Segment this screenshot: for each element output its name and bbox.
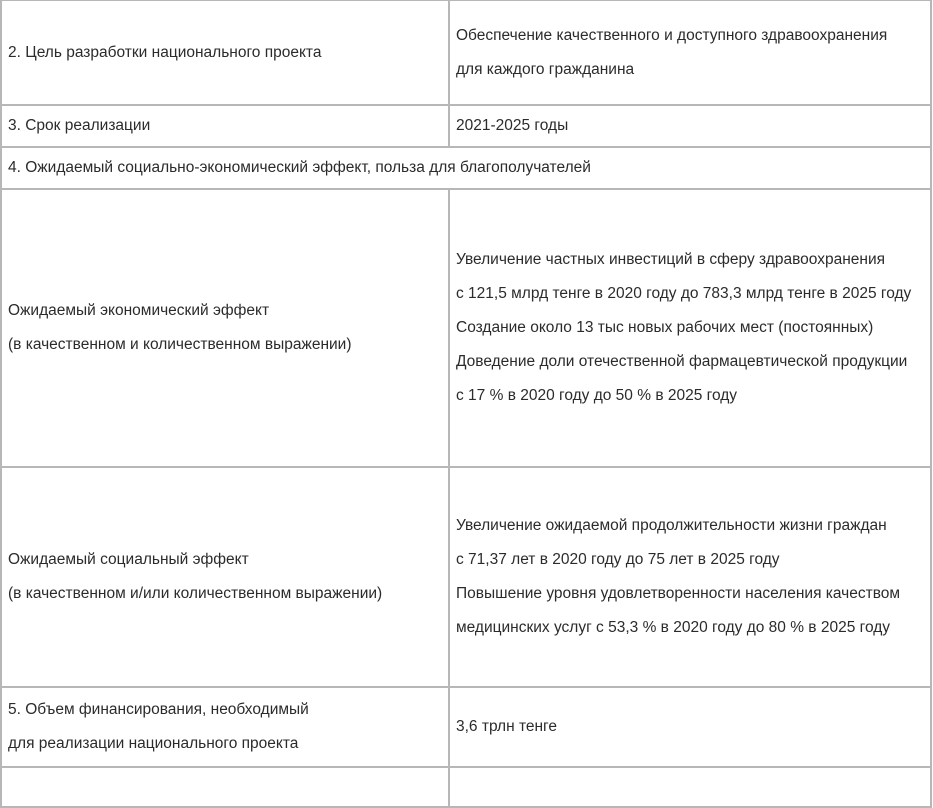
social-label-line: (в качественном и/или количественном выражении) xyxy=(8,585,383,602)
term-value: 2021-2025 годы xyxy=(456,117,569,134)
table-row-next xyxy=(1,767,931,807)
funding-value-cell xyxy=(449,687,931,767)
social-value-line: медицинских услуг с 53,3 % в 2020 году до 80 % в 2025 году xyxy=(456,619,891,636)
goal-value-line: для каждого гражданина xyxy=(456,60,635,78)
funding-label-line: для реализации национального проекта xyxy=(8,735,299,752)
social-value-line: Увеличение ожидаемой продолжительности жизни граждан xyxy=(456,517,887,534)
effect-header-cell xyxy=(1,147,931,189)
next-value-cell xyxy=(449,767,931,807)
table-row-effect-header xyxy=(1,147,931,189)
funding-value: 3,6 трлн тенге xyxy=(456,718,557,735)
economic-label-cell xyxy=(1,189,449,467)
economic-value-line: с 121,5 млрд тенге в 2020 году до 783,3 млрд тенге в 2025 году xyxy=(456,285,912,302)
table-row-funding xyxy=(1,687,931,767)
goal-value-line: Обеспечение качественного и доступного здравоохранения xyxy=(456,26,888,44)
funding-label-cell xyxy=(1,687,449,767)
funding-label-line: 5. Объем финансирования, необходимый xyxy=(8,701,309,718)
social-value-line: с 71,37 лет в 2020 году до 75 лет в 2025 году xyxy=(456,551,780,568)
goal-label-cell xyxy=(1,0,449,105)
social-label-cell xyxy=(1,467,449,687)
economic-value-cell xyxy=(449,189,931,467)
economic-value-line: Доведение доли отечественной фармацевтической продукции xyxy=(456,353,908,370)
table-row-economic xyxy=(1,189,931,467)
goal-value-cell xyxy=(449,0,931,105)
economic-value-line: Увеличение частных инвестиций в сферу здравоохранения xyxy=(456,251,886,268)
table-row-social xyxy=(1,467,931,687)
social-value-cell xyxy=(449,467,931,687)
economic-value-line: Создание около 13 тыс новых рабочих мест (постоянных) xyxy=(456,319,874,336)
effect-header-label: 4. Ожидаемый социально-экономический эффект, польза для благополучателей xyxy=(8,159,591,176)
next-label-cell xyxy=(1,767,449,807)
term-value-cell xyxy=(449,105,931,147)
term-label: 3. Срок реализации xyxy=(8,117,151,134)
economic-label-line: (в качественном и количественном выражении) xyxy=(8,336,352,353)
economic-value-line: с 17 % в 2020 году до 50 % в 2025 году xyxy=(456,387,738,404)
goal-label: 2. Цель разработки национального проекта xyxy=(8,43,322,61)
social-value-line: Повышение уровня удовлетворенности населения качеством xyxy=(456,585,901,602)
social-label-line: Ожидаемый социальный эффект xyxy=(8,551,249,568)
table-row-term xyxy=(1,105,931,147)
table-row-goal xyxy=(1,0,931,105)
economic-label-line: Ожидаемый экономический эффект xyxy=(8,302,270,319)
term-label-cell xyxy=(1,105,449,147)
